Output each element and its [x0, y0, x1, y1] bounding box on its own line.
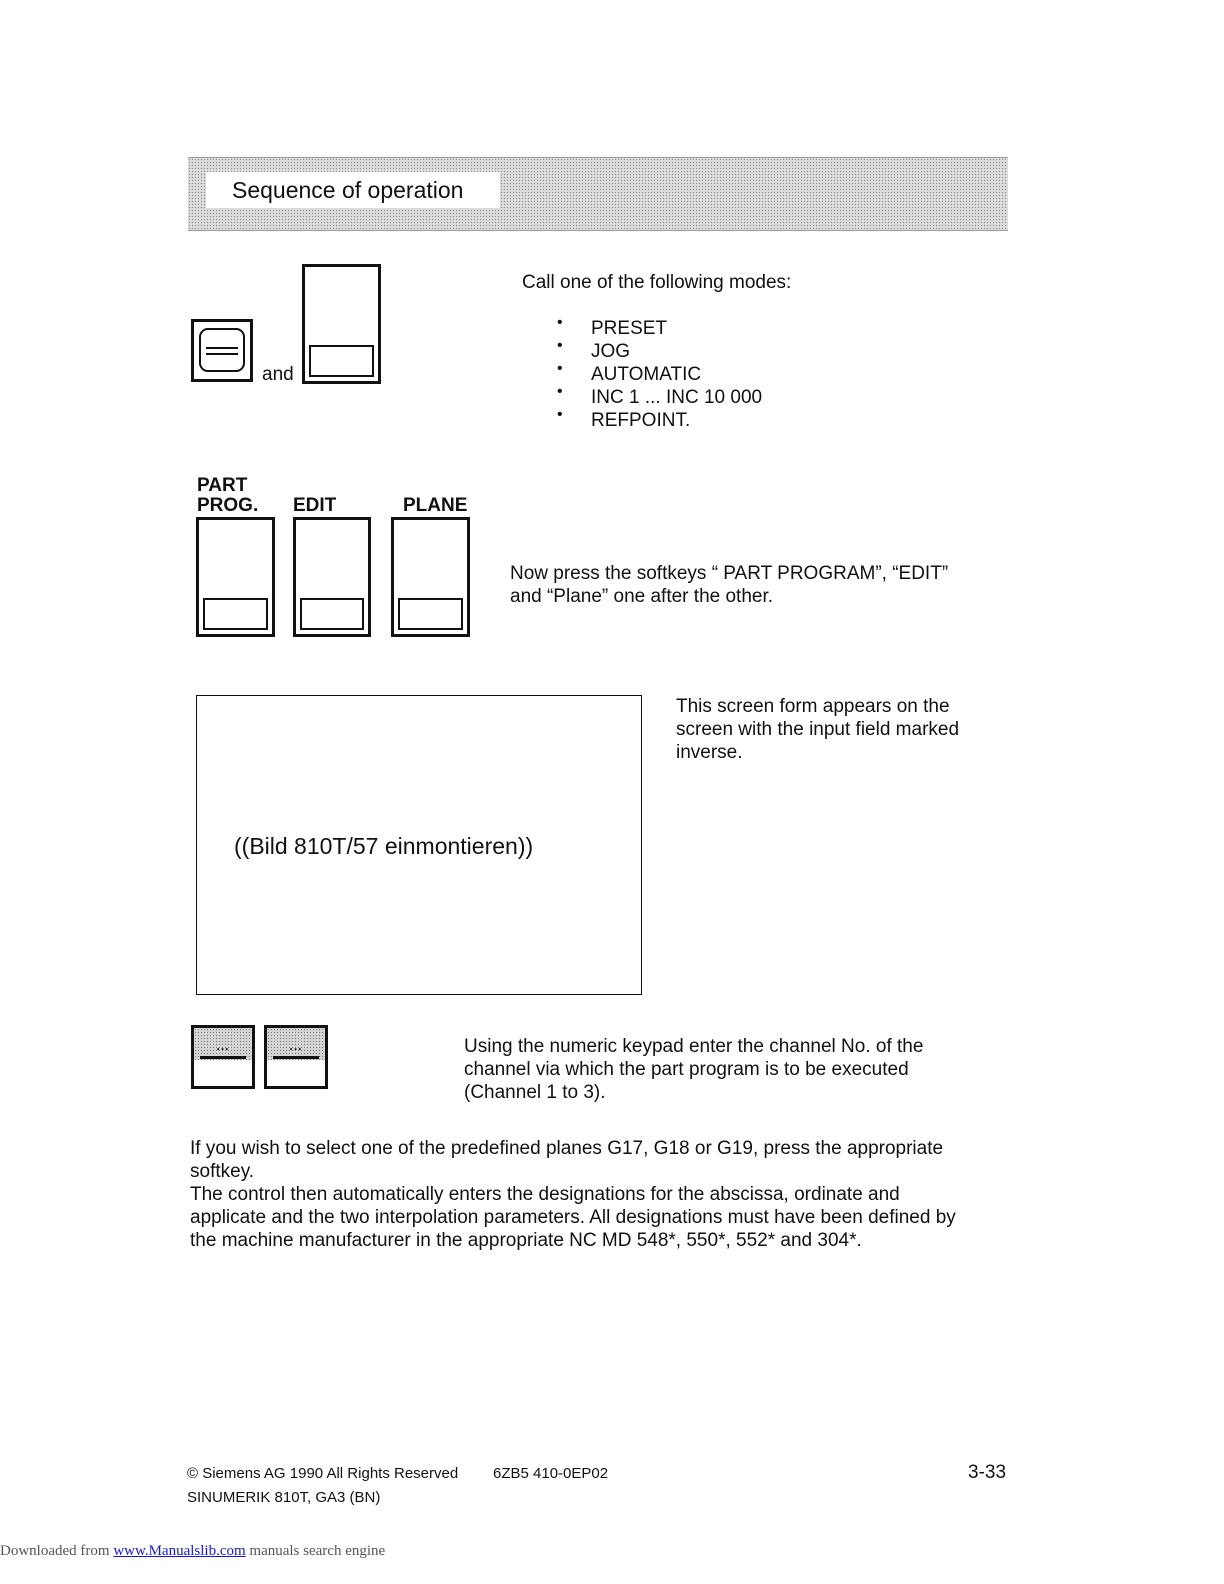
body-text-line: The control then automatically enters the designations for the abscissa, ordinate and	[190, 1184, 900, 1205]
screen-icon	[199, 328, 245, 372]
mode-list-item: • PRESET	[557, 314, 668, 339]
numeric-key-icon: ...	[191, 1025, 255, 1089]
body-text-line: applicate and the two interpolation parameters. All designations must have been defined by	[190, 1207, 956, 1228]
mode-softkey-icon	[302, 264, 381, 384]
channel-instruction-line3: (Channel 1 to 3).	[464, 1082, 606, 1103]
channel-instruction-line2: channel via which the part program is to be executed	[464, 1059, 909, 1080]
plane-softkey-icon	[391, 517, 470, 637]
softkey-label-part-line2: PROG.	[197, 495, 259, 516]
and-connector: and	[262, 364, 294, 385]
body-text-line: softkey.	[190, 1161, 255, 1182]
figure-placeholder-text: ((Bild 810T/57 einmontieren))	[234, 833, 534, 859]
mode-list-item: • INC 1 ... INC 10 000	[557, 383, 763, 408]
footer-copyright: © Siemens AG 1990 All Rights Reserved	[187, 1465, 459, 1482]
footer-product: SINUMERIK 810T, GA3 (BN)	[187, 1489, 381, 1506]
body-text-line: If you wish to select one of the predefined planes G17, G18 or G19, press the appropriate	[190, 1138, 944, 1159]
footer-order-number: 6ZB5 410-0EP02	[493, 1465, 609, 1482]
modes-instruction: Call one of the following modes:	[522, 272, 792, 293]
body-text-line: the machine manufacturer in the appropriate NC MD 548*, 550*, 552* and 304*.	[190, 1230, 862, 1251]
numeric-key-icon: ...	[264, 1025, 328, 1089]
mode-list-item: • REFPOINT.	[557, 406, 691, 431]
figure-description-line2: screen with the input field marked	[676, 719, 960, 740]
softkey-instruction-line2: and “Plane” one after the other.	[510, 586, 774, 607]
softkey-label-plane: PLANE	[403, 495, 468, 516]
mode-list-item: • JOG	[557, 337, 631, 362]
part-prog-softkey-icon	[196, 517, 275, 637]
softkey-label-part-line1: PART	[197, 475, 248, 496]
section-title: Sequence of operation	[232, 177, 464, 203]
figure-description-line1: This screen form appears on the	[676, 696, 950, 717]
softkey-label-edit: EDIT	[293, 495, 337, 516]
download-note: Downloaded from www.Manualslib.com manuals search engine	[0, 1543, 386, 1559]
page-number: 3-33	[968, 1462, 1007, 1483]
mode-list-item: • AUTOMATIC	[557, 360, 702, 385]
channel-instruction-line1: Using the numeric keypad enter the channel No. of the	[464, 1036, 924, 1057]
edit-softkey-icon	[293, 517, 371, 637]
softkey-instruction-line1: Now press the softkeys “ PART PROGRAM”, “EDIT”	[510, 563, 949, 584]
figure-description-line3: inverse.	[676, 742, 743, 763]
modes-list	[557, 314, 763, 432]
manualslib-link[interactable]: www.Manualslib.com	[113, 1543, 246, 1559]
screen-key-icon	[191, 319, 253, 382]
